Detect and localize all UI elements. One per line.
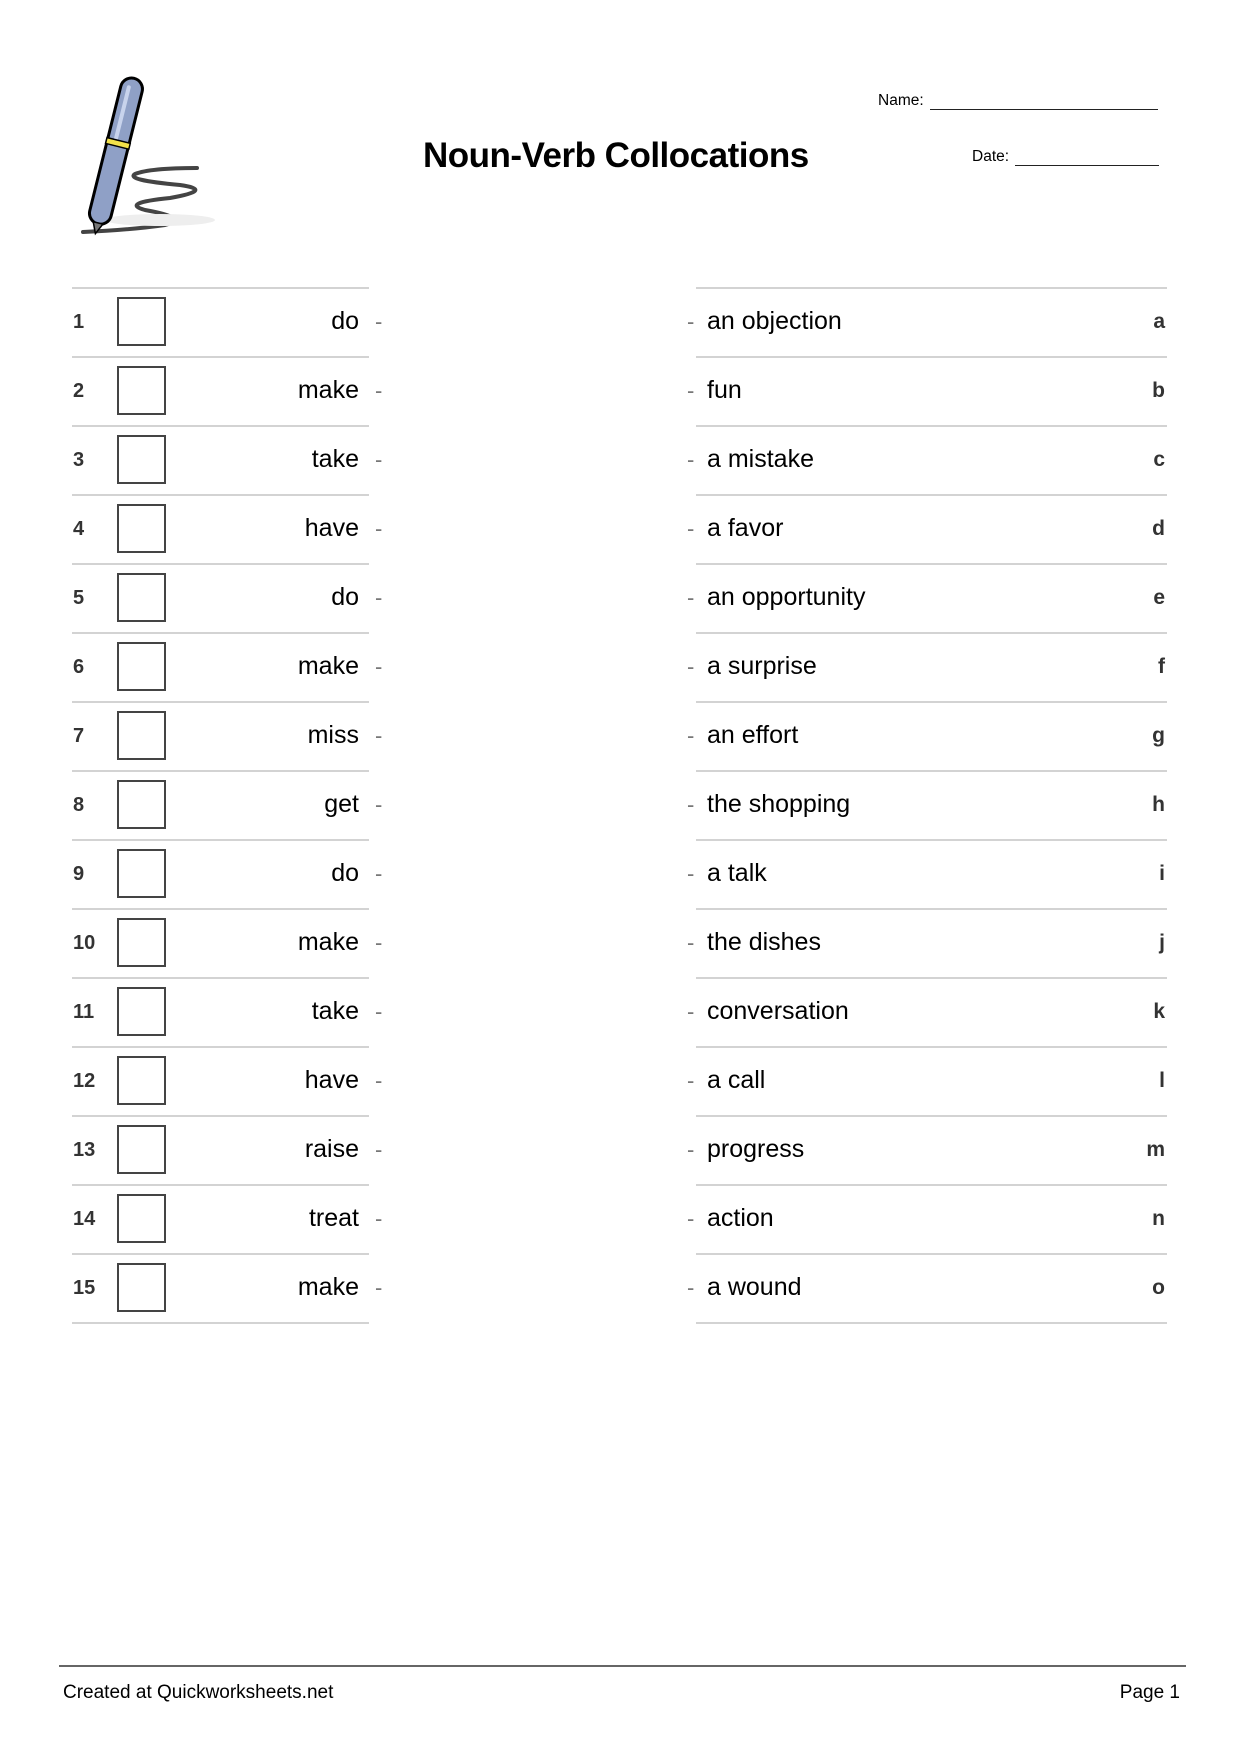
answer-box[interactable] bbox=[117, 1194, 166, 1243]
connector-dash: - bbox=[375, 447, 383, 472]
answer-box[interactable] bbox=[117, 366, 166, 415]
verb-text: make bbox=[297, 928, 359, 956]
verb-text: do bbox=[331, 583, 359, 611]
verb-row bbox=[72, 770, 383, 841]
answer-box[interactable] bbox=[117, 504, 166, 553]
connector-dash: - bbox=[687, 999, 695, 1024]
verb-row bbox=[72, 563, 383, 634]
date-field[interactable] bbox=[972, 148, 1159, 166]
option-letter: c bbox=[1153, 448, 1165, 471]
noun-row bbox=[687, 1184, 1167, 1255]
connector-dash: - bbox=[687, 723, 695, 748]
date-input-line[interactable] bbox=[1015, 151, 1159, 166]
verb-text: get bbox=[324, 790, 359, 818]
noun-text: a call bbox=[707, 1066, 766, 1094]
noun-text: the dishes bbox=[707, 928, 821, 956]
noun-row bbox=[687, 1046, 1167, 1117]
verb-text: make bbox=[297, 1273, 359, 1301]
option-letter: l bbox=[1159, 1069, 1165, 1092]
connector-dash: - bbox=[375, 861, 383, 886]
noun-row bbox=[687, 632, 1167, 703]
connector-dash: - bbox=[687, 1275, 695, 1300]
noun-text: a talk bbox=[707, 859, 767, 887]
option-letter: a bbox=[1153, 310, 1165, 333]
connector-dash: - bbox=[375, 930, 383, 955]
connector-dash: - bbox=[375, 1137, 383, 1162]
connector-dash: - bbox=[375, 1068, 383, 1093]
noun-text: a wound bbox=[707, 1273, 802, 1301]
noun-text: conversation bbox=[707, 997, 849, 1025]
noun-row bbox=[687, 563, 1167, 634]
answer-box[interactable] bbox=[117, 435, 166, 484]
row-number: 12 bbox=[73, 1070, 96, 1092]
row-number: 7 bbox=[73, 725, 85, 747]
option-letter: i bbox=[1159, 862, 1165, 885]
verb-row bbox=[72, 1184, 383, 1255]
connector-dash: - bbox=[375, 999, 383, 1024]
noun-text: a mistake bbox=[707, 445, 814, 473]
connector-dash: - bbox=[375, 585, 383, 610]
noun-row bbox=[687, 287, 1167, 358]
verb-text: do bbox=[331, 307, 359, 335]
noun-row bbox=[687, 977, 1167, 1048]
verb-text: take bbox=[311, 445, 359, 473]
noun-row bbox=[687, 356, 1167, 427]
answer-box[interactable] bbox=[117, 918, 166, 967]
option-letter: d bbox=[1152, 517, 1165, 540]
answer-box[interactable] bbox=[117, 987, 166, 1036]
noun-text: a surprise bbox=[707, 652, 817, 680]
noun-text: the shopping bbox=[707, 790, 851, 818]
name-label: Name: bbox=[878, 92, 924, 109]
answer-box[interactable] bbox=[117, 780, 166, 829]
noun-text: fun bbox=[707, 376, 742, 404]
row-number: 2 bbox=[73, 380, 85, 402]
option-letter: m bbox=[1146, 1138, 1165, 1161]
option-letter: n bbox=[1152, 1207, 1165, 1230]
date-label: Date: bbox=[972, 148, 1010, 165]
noun-text: an effort bbox=[707, 721, 799, 749]
verb-row bbox=[72, 287, 383, 358]
page-number: Page 1 bbox=[1119, 1682, 1180, 1703]
noun-row bbox=[687, 908, 1167, 979]
row-number: 15 bbox=[73, 1277, 96, 1299]
verb-row bbox=[72, 977, 383, 1048]
row-number: 8 bbox=[73, 794, 85, 816]
row-number: 14 bbox=[73, 1208, 96, 1230]
connector-dash: - bbox=[375, 723, 383, 748]
connector-dash: - bbox=[375, 378, 383, 403]
option-letter: e bbox=[1153, 586, 1165, 609]
pen-writing-icon bbox=[70, 70, 230, 240]
verb-row bbox=[72, 494, 383, 565]
option-letter: h bbox=[1152, 793, 1165, 816]
row-number: 5 bbox=[73, 587, 85, 609]
row-number: 11 bbox=[73, 1001, 95, 1023]
noun-text: a favor bbox=[707, 514, 784, 542]
option-letter: k bbox=[1153, 1000, 1165, 1023]
verb-text: miss bbox=[307, 721, 359, 749]
row-number: 1 bbox=[73, 311, 85, 333]
noun-row bbox=[687, 701, 1167, 772]
connector-dash: - bbox=[687, 309, 695, 334]
connector-dash: - bbox=[375, 1206, 383, 1231]
verb-text: have bbox=[304, 1066, 359, 1094]
footer-credit: Created at Quickworksheets.net bbox=[63, 1682, 334, 1703]
option-letter: g bbox=[1152, 724, 1165, 747]
option-letter: f bbox=[1158, 655, 1165, 678]
row-number: 4 bbox=[73, 518, 85, 540]
answer-box[interactable] bbox=[117, 642, 166, 691]
verb-text: raise bbox=[304, 1135, 359, 1163]
row-number: 9 bbox=[73, 863, 85, 885]
row-number: 3 bbox=[73, 449, 85, 471]
name-field[interactable] bbox=[878, 92, 1158, 110]
answer-box[interactable] bbox=[117, 573, 166, 622]
connector-dash: - bbox=[687, 447, 695, 472]
answer-box[interactable] bbox=[117, 1056, 166, 1105]
verb-text: make bbox=[297, 652, 359, 680]
answer-box[interactable] bbox=[117, 297, 166, 346]
noun-text: an opportunity bbox=[707, 583, 866, 611]
noun-row bbox=[687, 770, 1167, 841]
connector-dash: - bbox=[375, 516, 383, 541]
noun-text: action bbox=[707, 1204, 774, 1232]
option-letter: o bbox=[1152, 1276, 1165, 1299]
noun-row bbox=[687, 839, 1167, 910]
verb-row bbox=[72, 701, 383, 772]
connector-dash: - bbox=[687, 861, 695, 886]
verb-row bbox=[72, 1253, 383, 1324]
noun-row bbox=[687, 1115, 1167, 1186]
verb-row bbox=[72, 839, 383, 910]
connector-dash: - bbox=[687, 378, 695, 403]
connector-dash: - bbox=[687, 930, 695, 955]
connector-dash: - bbox=[687, 1068, 695, 1093]
connector-dash: - bbox=[375, 309, 383, 334]
connector-dash: - bbox=[687, 792, 695, 817]
verb-text: take bbox=[311, 997, 359, 1025]
verb-text: have bbox=[304, 514, 359, 542]
connector-dash: - bbox=[375, 792, 383, 817]
noun-row bbox=[687, 494, 1167, 565]
verb-text: do bbox=[331, 859, 359, 887]
noun-text: progress bbox=[707, 1135, 805, 1163]
name-input-line[interactable] bbox=[930, 95, 1158, 110]
verb-row bbox=[72, 908, 383, 979]
answer-box[interactable] bbox=[117, 1125, 166, 1174]
connector-dash: - bbox=[687, 654, 695, 679]
row-number: 10 bbox=[73, 932, 96, 954]
noun-row bbox=[687, 425, 1167, 496]
verb-row bbox=[72, 1046, 383, 1117]
verb-row bbox=[72, 425, 383, 496]
answer-box[interactable] bbox=[117, 711, 166, 760]
connector-dash: - bbox=[687, 585, 695, 610]
row-divider bbox=[696, 1322, 1167, 1324]
connector-dash: - bbox=[375, 654, 383, 679]
row-divider bbox=[72, 1322, 369, 1324]
verb-row bbox=[72, 356, 383, 427]
connector-dash: - bbox=[687, 1206, 695, 1231]
connector-dash: - bbox=[687, 1137, 695, 1162]
row-number: 13 bbox=[73, 1139, 96, 1161]
verb-text: treat bbox=[308, 1204, 359, 1232]
verb-row bbox=[72, 632, 383, 703]
verb-row bbox=[72, 1115, 383, 1186]
row-number: 6 bbox=[73, 656, 85, 678]
noun-text: an objection bbox=[707, 307, 842, 335]
connector-dash: - bbox=[375, 1275, 383, 1300]
connector-dash: - bbox=[687, 516, 695, 541]
answer-box[interactable] bbox=[117, 849, 166, 898]
answer-box[interactable] bbox=[117, 1263, 166, 1312]
noun-row bbox=[687, 1253, 1167, 1324]
footer-divider bbox=[59, 1665, 1186, 1667]
option-letter: j bbox=[1159, 931, 1165, 954]
verb-text: make bbox=[297, 376, 359, 404]
option-letter: b bbox=[1152, 379, 1165, 402]
